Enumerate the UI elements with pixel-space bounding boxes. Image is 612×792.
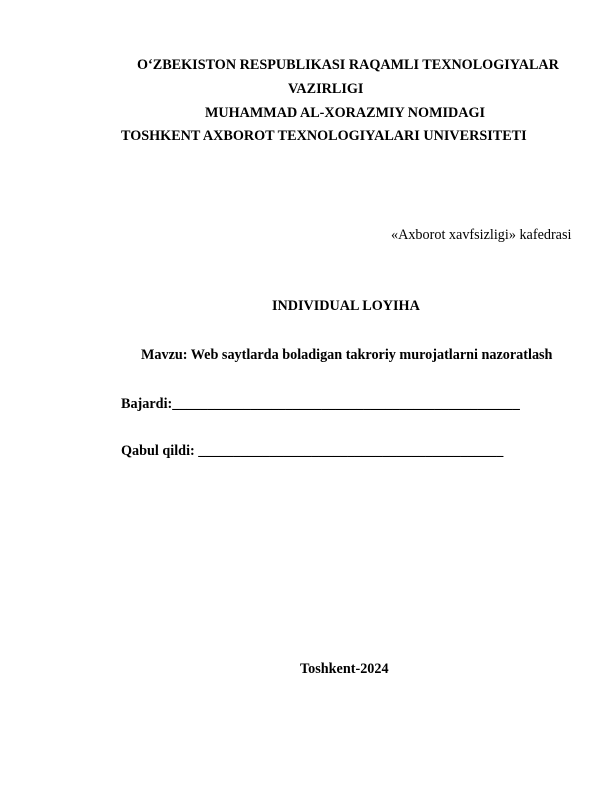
document-type: INDIVIDUAL LOYIHA <box>272 298 420 314</box>
department-name: «Axborot xavfsizligi» kafedrasi <box>391 227 572 243</box>
project-topic: Mavzu: Web saytlarda boladigan takroriy murojatlarni nazoratlash <box>141 347 553 363</box>
ministry-line-1: O‘ZBEKISTON RESPUBLIKASI RAQAMLI TEXNOLOGIYALAR <box>137 57 559 73</box>
university-line-1: MUHAMMAD AL-XORAZMIY NOMIDAGI <box>205 105 486 121</box>
performed-by-field: Bajardi:_________________________________________________ <box>121 396 520 412</box>
city-year: Toshkent-2024 <box>300 661 389 677</box>
university-line-2: TOSHKENT AXBOROT TEXNOLOGIYALARI UNIVERSITETI <box>121 128 527 144</box>
accepted-by-field: Qabul qildi: ___________________________________________ <box>121 443 504 459</box>
ministry-line-2: VAZIRLIGI <box>288 81 364 97</box>
